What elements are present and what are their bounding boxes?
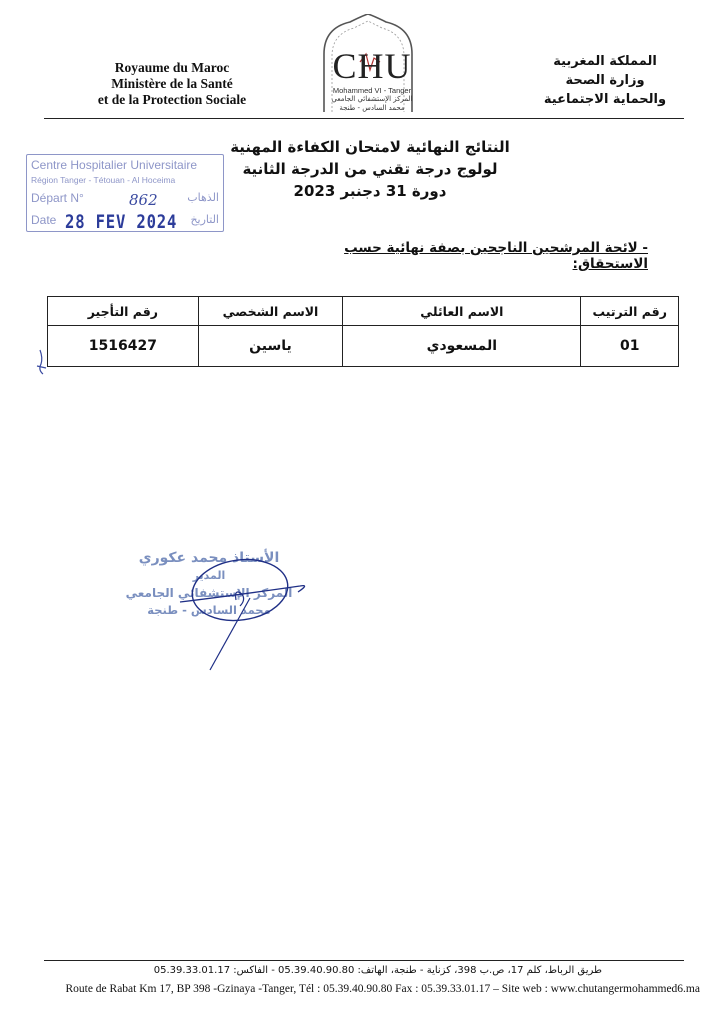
director-stamp-line-2: المدير: [192, 569, 226, 582]
stamp-line-1: Centre Hospitalier Universitaire: [31, 158, 198, 172]
director-stamp-line-3: المركز الإستشفائي الجامعي: [125, 586, 293, 600]
margin-initials-mark: [34, 348, 50, 376]
director-stamp-line-4: محمد السادس - طنجة: [147, 603, 271, 617]
handwritten-signature: [150, 548, 320, 678]
header-fr-line-1: Royaume du Maroc: [114, 60, 230, 75]
column-header-rank: رقم الترتيب: [581, 297, 679, 326]
footer-address-fr: Route de Rabat Km 17, BP 398 -Gzinaya -Tanger, Tél : 05.39.40.90.80 Fax : 05.39.33.01.17 – Site web : www.chutangermohammed6.ma: [65, 983, 700, 995]
cell-family-name: المسعودي: [343, 326, 581, 367]
header-divider: [44, 118, 684, 119]
footer-divider: [44, 960, 684, 961]
logo-mark: CHU: [332, 46, 412, 86]
stamp-date-label-ar: التاريخ: [190, 213, 219, 226]
stamp-date-value: 28 FEV 2024: [65, 211, 178, 233]
header-arabic-block: [520, 52, 690, 109]
header-fr-line-3: et de la Protection Sociale: [97, 92, 247, 107]
title-line-3: دورة 31 دجنبر 2023: [293, 182, 447, 200]
header-fr-line-2: Ministère de la Santé: [111, 76, 233, 91]
cell-rank: 01: [581, 326, 679, 367]
logo-subtitle-ar-1: المركز الإستشفائي الجامعي: [331, 95, 413, 103]
stamp-depart-label: Départ N°: [31, 191, 84, 205]
column-header-payroll-number: رقم التأجير: [48, 297, 199, 326]
candidates-list-heading: - لائحة المرشحين الناجحين بصفة نهائية حسب الاستحقاق:: [344, 240, 648, 272]
stamp-date-label: Date: [31, 213, 57, 227]
title-line-1: النتائج النهائية لامتحان الكفاءة المهنية: [230, 138, 510, 156]
stamp-line-2: Région Tanger - Tétouan - Al Hoceima: [31, 175, 176, 185]
header-ar-line-3: والحماية الاجتماعية: [543, 92, 667, 107]
table-header-row: [48, 297, 679, 326]
document-title: [200, 136, 540, 202]
reception-stamp: [26, 154, 224, 232]
column-header-family-name: الاسم العائلي: [343, 297, 581, 326]
column-header-first-name: الاسم الشخصي: [198, 297, 343, 326]
stamp-depart-label-ar: الذهاب: [187, 191, 219, 204]
footer-address-ar: طريق الرباط، كلم 17، ص.ب 398، كزناية - طنجة، الهاتف: 05.39.40.90.80 - الفاكس: 05.39.33.01.17: [153, 965, 602, 976]
results-table: [47, 296, 679, 367]
director-stamp-line-1: الأستاذ محمد عكوري: [138, 550, 280, 566]
header-french-block: [62, 60, 282, 108]
logo-subtitle-ar-2: محمد السادس - طنجة: [339, 104, 405, 112]
cell-payroll-number: 1516427: [48, 326, 199, 367]
title-line-2: لولوج درجة تقني من الدرجة الثانية: [242, 160, 498, 178]
table-row: [48, 326, 679, 367]
header-ar-line-1: المملكة المغربية: [553, 54, 657, 69]
logo-subtitle: Mohammed VI - Tanger: [332, 86, 412, 95]
logo-subtitle-block: [318, 86, 426, 113]
stamp-depart-number: 862: [129, 191, 158, 209]
header-ar-line-2: وزارة الصحة: [565, 73, 645, 88]
cell-first-name: ياسين: [198, 326, 343, 367]
